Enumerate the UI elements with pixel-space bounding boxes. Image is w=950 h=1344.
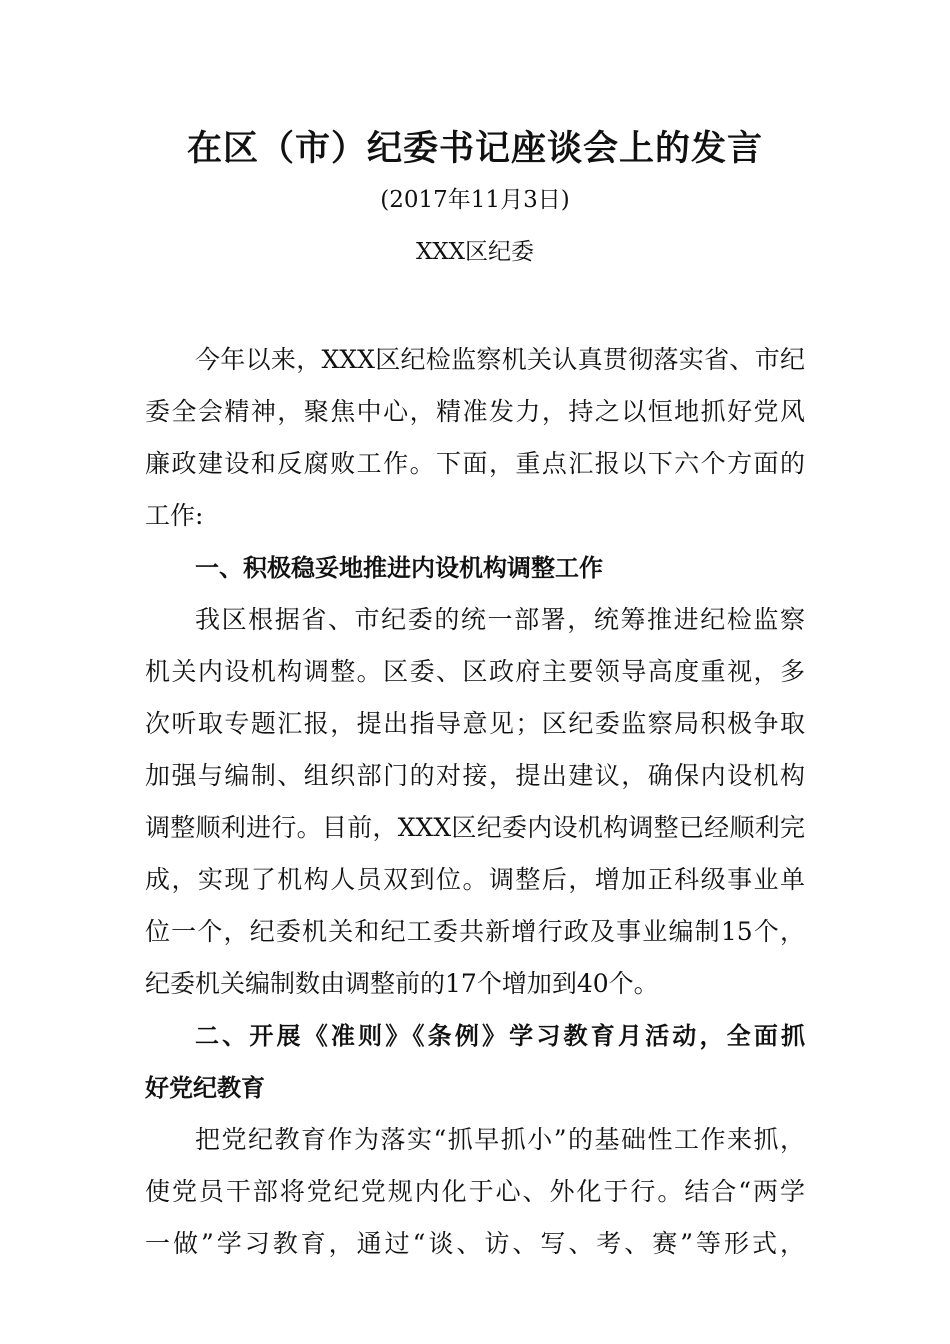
heading-line: 二、开展《准则》《条例》学习教育月活动，全面抓: [195, 1022, 805, 1050]
paragraph-line: 加强与编制、组织部门的对接，提出建议，确保内设机构: [145, 761, 805, 790]
section-heading: [145, 1010, 805, 1114]
paragraph-line: 位一个，纪委机关和纪工委共新增行政及事业编制15个，: [145, 917, 805, 946]
paragraph-line: 一做”学习教育，通过“谈、访、写、考、赛”等形式，: [145, 1229, 805, 1258]
paragraph-line: 我区根据省、市纪委的统一部署，统筹推进纪检监察: [195, 605, 805, 634]
document-body: [145, 334, 805, 1270]
document-organization: XXX区纪委: [415, 239, 535, 265]
section-heading: [145, 542, 805, 594]
paragraph-line: 工作:: [145, 501, 204, 530]
paragraph-line: 今年以来，XXX区纪检监察机关认真贯彻落实省、市纪: [195, 345, 805, 374]
paragraph-line: 廉政建设和反腐败工作。下面，重点汇报以下六个方面的: [145, 449, 805, 478]
paragraph-line: 把党纪教育作为落实“抓早抓小”的基础性工作来抓，: [195, 1125, 805, 1154]
paragraph: [145, 594, 805, 1010]
document-title: 在区（市）纪委书记座谈会上的发言: [186, 129, 763, 169]
paragraph-line: 成，实现了机构人员双到位。调整后，增加正科级事业单: [145, 865, 805, 894]
paragraph: [145, 334, 805, 542]
heading-line: 好党纪教育: [145, 1074, 265, 1102]
paragraph-line: 使党员干部将党纪党规内化于心、外化于行。结合“两学: [145, 1177, 805, 1206]
heading-line: 一、积极稳妥地推进内设机构调整工作: [195, 554, 603, 582]
document-date: (2017年11月3日): [380, 187, 570, 213]
paragraph: [145, 1114, 805, 1270]
paragraph-line: 委全会精神，聚焦中心，精准发力，持之以恒地抓好党风: [145, 397, 805, 426]
paragraph-line: 纪委机关编制数由调整前的17个增加到40个。: [145, 969, 659, 998]
paragraph-line: 调整顺利进行。目前，XXX区纪委内设机构调整已经顺利完: [145, 813, 805, 842]
paragraph-line: 次听取专题汇报，提出指导意见；区纪委监察局积极争取: [145, 709, 805, 738]
paragraph-line: 机关内设机构调整。区委、区政府主要领导高度重视，多: [145, 657, 805, 686]
